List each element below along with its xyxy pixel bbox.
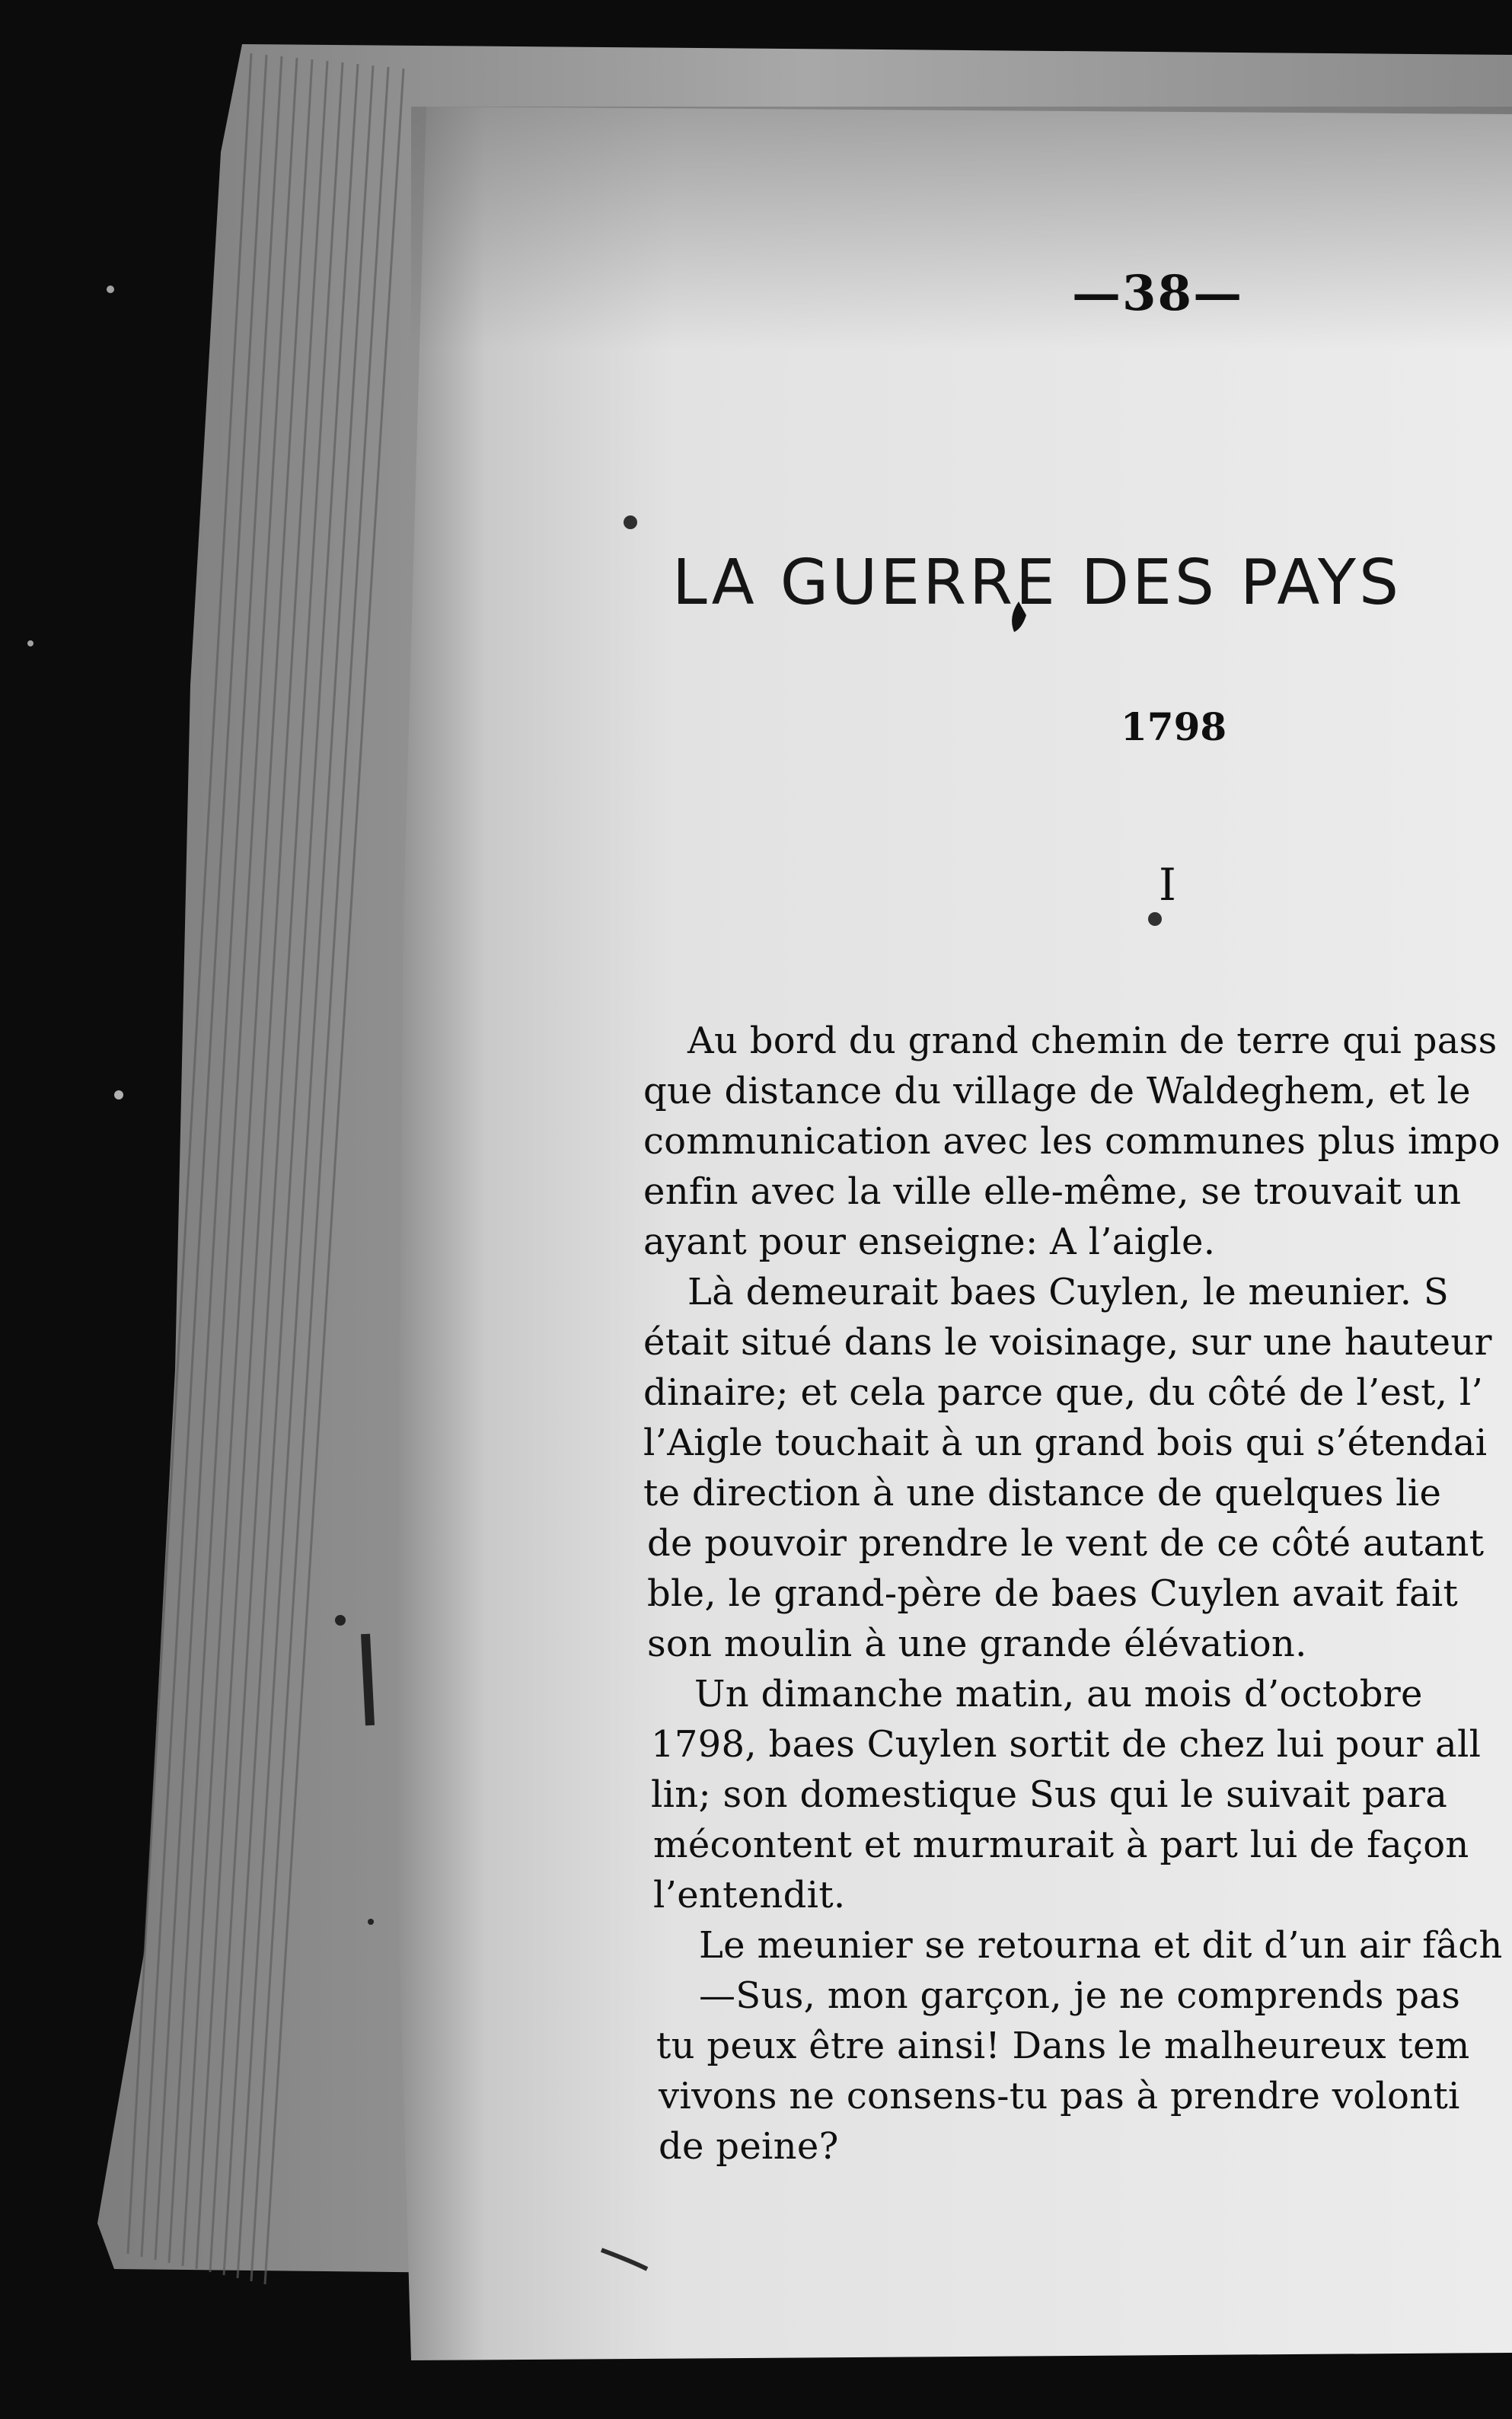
body-line: de peine?	[659, 2125, 839, 2168]
body-line: lin; son domestique Sus qui le suivait para	[651, 1773, 1448, 1816]
chapter-year: 1798	[1121, 704, 1227, 749]
page-number: —38—	[1072, 265, 1244, 322]
body-line: que distance du village de Waldeghem, et le	[643, 1070, 1471, 1112]
body-line: mécontent et murmurait à part lui de façon	[653, 1824, 1469, 1866]
body-line: Un dimanche matin, au mois d’octobre	[694, 1673, 1423, 1715]
body-line: Là demeurait baes Cuylen, le meunier. S	[687, 1271, 1450, 1313]
body-line: enfin avec la ville elle-même, se trouvait un	[643, 1170, 1462, 1213]
body-line: de pouvoir prendre le vent de ce côté autant	[647, 1522, 1485, 1565]
body-line: te direction à une distance de quelques lie	[643, 1472, 1442, 1514]
body-line: vivons ne consens-tu pas à prendre volonti	[659, 2075, 1460, 2117]
chapter-title: LA GUERRE DES PAYS	[672, 547, 1402, 619]
body-line: communication avec les communes plus impo	[643, 1120, 1501, 1163]
body-line: dinaire; et cela parce que, du côté de l’est, l’	[643, 1371, 1484, 1414]
body-line: son moulin à une grande élévation.	[647, 1623, 1307, 1665]
body-line: ble, le grand-père de baes Cuylen avait fait	[647, 1572, 1459, 1615]
section-number: I	[1159, 859, 1176, 911]
body-line: tu peux être ainsi! Dans le malheureux tem	[656, 2025, 1470, 2067]
body-line: Au bord du grand chemin de terre qui pass	[687, 1020, 1498, 1062]
body-line: l’Aigle touchait à un grand bois qui s’étendai	[643, 1422, 1488, 1464]
body-line: 1798, baes Cuylen sortit de chez lui pour all	[651, 1723, 1482, 1766]
body-line: ayant pour enseigne: A l’aigle.	[643, 1221, 1216, 1263]
body-line: —Sus, mon garçon, je ne comprends pas	[699, 1974, 1461, 2017]
body-line: était situé dans le voisinage, sur une hauteur	[643, 1321, 1492, 1364]
body-line: l’entendit.	[653, 1874, 846, 1916]
body-line: Le meunier se retourna et dit d’un air fâch	[699, 1924, 1503, 1967]
